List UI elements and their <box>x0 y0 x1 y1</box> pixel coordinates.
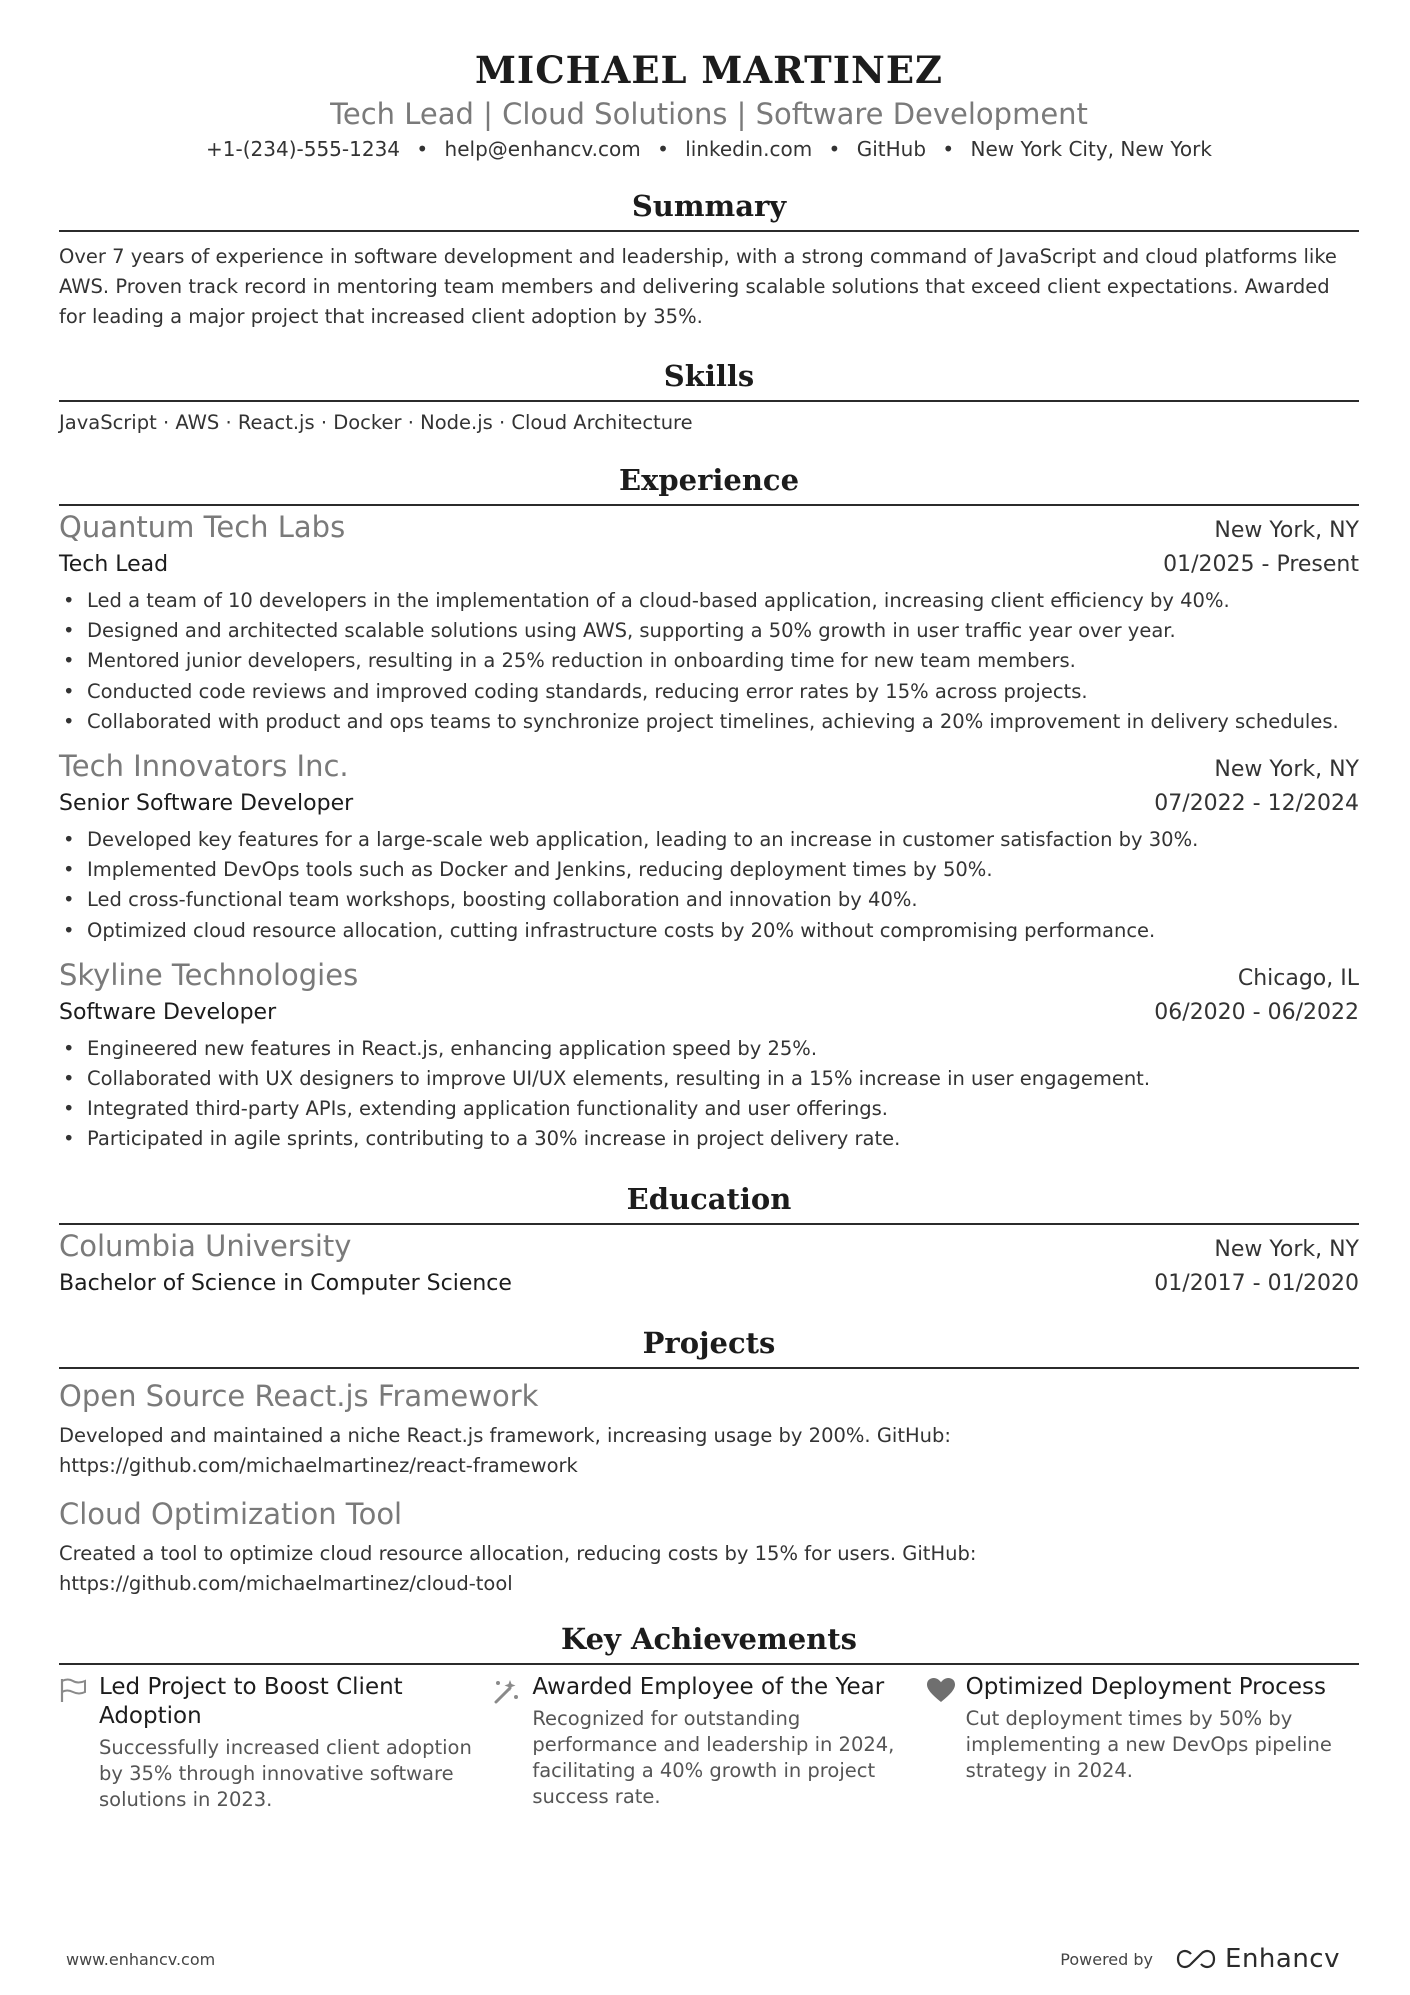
separator: • <box>657 137 669 161</box>
experience-entry <box>59 956 1359 1155</box>
bullet-item: • Collaborated with UX designers to improve UI/UX elements, resulting in a 15% increase in user engagement. <box>59 1064 1359 1094</box>
bullet-list <box>59 825 1359 946</box>
projects-section <box>59 1323 1359 1599</box>
company-name: Skyline Technologies <box>59 957 359 992</box>
brand-name: Enhancv <box>1225 1944 1340 1974</box>
section-divider <box>59 1663 1359 1665</box>
achievements-section <box>59 1619 1359 1813</box>
achievement-body <box>966 1673 1359 1813</box>
bullet-item: • Collaborated with product and ops teams to synchronize project timelines, achieving a 20% improvement in delivery schedules. <box>59 707 1359 737</box>
achievements-grid <box>59 1673 1359 1813</box>
github-link[interactable]: GitHub <box>856 137 927 161</box>
entry-header <box>59 747 1359 787</box>
section-title: Experience <box>618 463 800 497</box>
section-divider <box>59 504 1359 506</box>
job-title: Tech Lead <box>59 552 169 577</box>
job-title: Software Developer <box>59 999 277 1025</box>
section-title: Summary <box>631 189 787 223</box>
section-divider <box>59 230 1359 232</box>
flag-icon <box>59 1673 99 1813</box>
section-divider <box>59 400 1359 402</box>
experience-section <box>59 460 1359 1155</box>
school-location: New York, NY <box>1214 1236 1359 1262</box>
experience-entry <box>59 747 1359 946</box>
education-dates: 01/2017 - 01/2020 <box>1154 1270 1359 1296</box>
section-title: Skills <box>663 359 755 393</box>
entry-header <box>59 956 1359 996</box>
project-name: Open Source React.js Framework <box>59 1378 539 1413</box>
separator: • <box>416 137 429 161</box>
separator: • <box>942 137 955 161</box>
enhancv-logo-icon <box>1175 1948 1217 1970</box>
section-divider <box>59 1223 1359 1225</box>
bullet-list <box>59 1034 1359 1155</box>
job-location: Chicago, IL <box>1237 965 1359 991</box>
achievement-title: Optimized Deployment Process <box>965 1673 1326 1700</box>
location: New York City, New York <box>970 137 1212 161</box>
job-location: New York, NY <box>1214 518 1359 543</box>
achievement-description: Recognized for outstanding performance and leadership in 2024, facilitating a 40% growth in project success rate. <box>532 1706 895 1808</box>
brand-logo[interactable] <box>1175 1944 1340 1974</box>
achievement-item <box>492 1673 925 1813</box>
entry-subheader <box>59 996 1359 1030</box>
bullet-item: • Optimized cloud resource allocation, cutting infrastructure costs by 20% without compromising performance. <box>59 916 1359 946</box>
project-name: Cloud Optimization Tool <box>59 1496 403 1531</box>
resume-page <box>59 0 1359 1813</box>
bullet-item: • Led a team of 10 developers in the implementation of a cloud-based application, increasing client efficiency by 40%. <box>59 586 1359 616</box>
project-description: Developed and maintained a niche React.js framework, increasing usage by 200%. GitHub: https://github.com/michaelmartinez/react-framework <box>59 1423 951 1477</box>
entry-subheader <box>59 1267 1359 1301</box>
education-section <box>59 1179 1359 1301</box>
separator: • <box>828 137 841 161</box>
summary-text: Over 7 years of experience in software development and leadership, with a strong command of JavaScript and cloud platforms like AWS. Proven track record in mentoring team members and delivering scalable solutions that exceed client expectations. Awarded for leading a major project that increased client adoption by 35%. <box>59 245 1337 328</box>
phone: +1-(234)-555-1234 <box>206 137 401 161</box>
job-dates: 06/2020 - 06/2022 <box>1154 999 1359 1025</box>
resume-header <box>59 0 1359 164</box>
bullet-item: • Developed key features for a large-scale web application, leading to an increase in customer satisfaction by 30%. <box>59 825 1359 855</box>
bullet-item: • Mentored junior developers, resulting in a 25% reduction in onboarding time for new team members. <box>59 646 1359 676</box>
section-title: Projects <box>642 1325 776 1360</box>
achievement-title: Awarded Employee of the Year <box>532 1673 885 1700</box>
bullet-item: • Conducted code reviews and improved coding standards, reducing error rates by 15% across projects. <box>59 677 1359 707</box>
project-description: Created a tool to optimize cloud resource allocation, reducing costs by 15% for users. GitHub: https://github.com/michaelmartinez/cloud-tool <box>59 1541 977 1595</box>
entry-subheader <box>59 787 1359 821</box>
achievement-description: Cut deployment times by 50% by implementing a new DevOps pipeline strategy in 2024. <box>965 1706 1332 1782</box>
job-location: New York, NY <box>1214 757 1359 783</box>
entry-subheader <box>59 548 1359 582</box>
achievement-title: Led Project to Boost Client Adoption <box>99 1673 403 1729</box>
job-dates: 01/2025 - Present <box>1163 552 1359 577</box>
job-title: Senior Software Developer <box>59 791 354 817</box>
linkedin-link[interactable]: linkedin.com <box>685 137 813 161</box>
summary-section <box>59 186 1359 332</box>
heart-icon <box>926 1673 966 1813</box>
headline: Tech Lead | Cloud Solutions | Software Development <box>330 97 1088 131</box>
bullet-item: • Designed and architected scalable solutions using AWS, supporting a 50% growth in user traffic year over year. <box>59 616 1359 646</box>
powered-by <box>1060 1944 1340 1974</box>
achievement-body <box>99 1673 492 1813</box>
website-link[interactable]: www.enhancv.com <box>66 1949 216 1969</box>
bullet-item: • Led cross-functional team workshops, boosting collaboration and innovation by 40%. <box>59 885 1359 915</box>
section-title: Education <box>626 1181 792 1216</box>
entry-header <box>59 508 1359 548</box>
magic-wand-icon <box>492 1673 532 1813</box>
company-name: Tech Innovators Inc. <box>59 749 349 784</box>
email-link[interactable]: help@enhancv.com <box>444 137 641 161</box>
project-entry <box>59 1377 1359 1481</box>
school-name: Columbia University <box>59 1228 352 1263</box>
section-title: Key Achievements <box>561 1621 857 1656</box>
achievement-body <box>532 1673 925 1813</box>
skills-section <box>59 356 1359 438</box>
company-name: Quantum Tech Labs <box>59 510 346 544</box>
degree: Bachelor of Science in Computer Science <box>59 1270 512 1296</box>
powered-by-label: Powered by <box>1060 1949 1154 1969</box>
bullet-item: • Implemented DevOps tools such as Docker and Jenkins, reducing deployment times by 50%. <box>59 855 1359 885</box>
bullet-item: • Engineered new features in React.js, enhancing application speed by 25%. <box>59 1034 1359 1064</box>
entry-header <box>59 1227 1359 1267</box>
page-footer <box>66 1944 1340 1974</box>
contact-line <box>59 134 1359 164</box>
candidate-name: MICHAEL MARTINEZ <box>474 48 944 92</box>
achievement-description: Successfully increased client adoption by 35% through innovative software solutions in 2023. <box>99 1735 472 1811</box>
bullet-item: • Participated in agile sprints, contributing to a 30% increase in project delivery rate. <box>59 1124 1359 1154</box>
bullet-item: • Integrated third-party APIs, extending application functionality and user offerings. <box>59 1094 1359 1124</box>
experience-entry <box>59 508 1359 737</box>
skills-list: JavaScript · AWS · React.js · Docker · Node.js · Cloud Architecture <box>59 411 693 434</box>
achievement-item <box>926 1673 1359 1813</box>
job-dates: 07/2022 - 12/2024 <box>1154 791 1359 817</box>
section-divider <box>59 1367 1359 1369</box>
project-entry <box>59 1495 1359 1599</box>
bullet-list <box>59 586 1359 737</box>
achievement-item <box>59 1673 492 1813</box>
